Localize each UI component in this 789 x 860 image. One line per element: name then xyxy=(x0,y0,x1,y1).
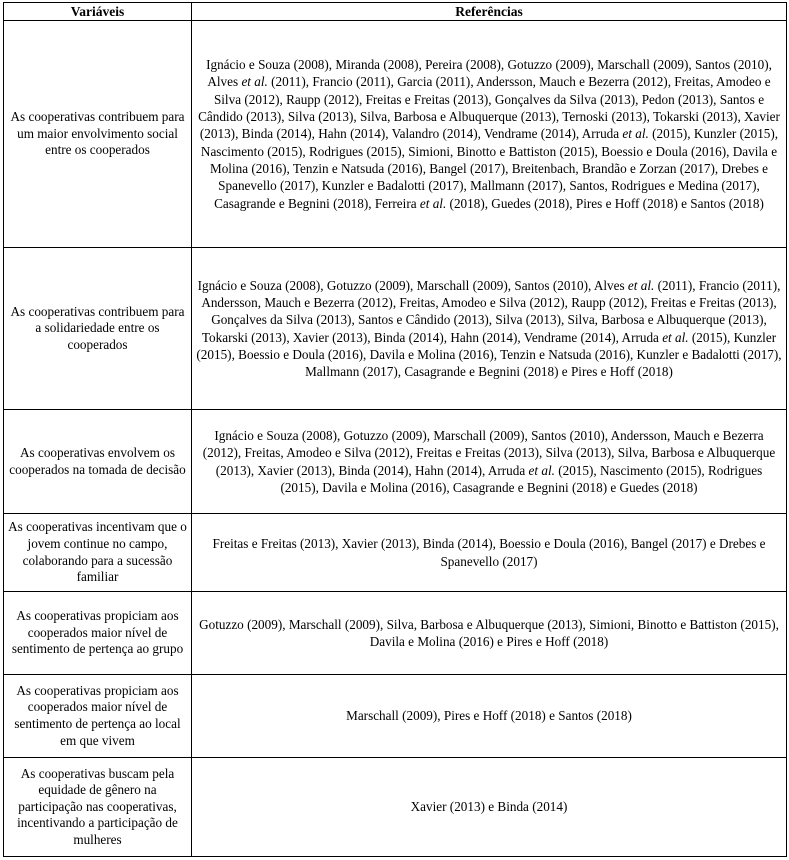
variable-cell: As cooperativas contribuem para um maior envolvimento social entre os cooperados xyxy=(4,21,192,248)
references-cell: Marschall (2009), Pires e Hoff (2018) e Santos (2018) xyxy=(192,675,787,758)
references-cell: Ignácio e Souza (2008), Miranda (2008), Pereira (2008), Gotuzzo (2009), Marschall (2009), Santos (2010), Alves et al. (2011), Francio (2011), Garcia (2011), Andersson, Mauch e Bezerra (2012), Freitas, Amodeo e Silva (2012), Raupp (2012), Freitas e Freitas (2013), Gonçalves da Silva (2013), Pedon (2013), Santos e Cândido (2013), Silva (2013), Silva, Barbosa e Albuquerque (2013), Ternoski (2013), Tokarski (2013), Xavier (2013), Binda (2014), Hahn (2014), Valandro (2014), Vendrame (2014), Arruda et al. (2015), Kunzler (2015), Nascimento (2015), Rodrigues (2015), Simioni, Binotto e Battiston (2015), Boessio e Doula (2016), Davila e Molina (2016), Tenzin e Natsuda (2016), Bangel (2017), Breitenbach, Brandão e Zorzan (2017), Drebes e Spanevello (2017), Kunzler e Badalotti (2017), Mallmann (2017), Santos, Rodrigues e Medina (2017), Casagrande e Begnini (2018), Ferreira et al. (2018), Guedes (2018), Pires e Hoff (2018) e Santos (2018) xyxy=(192,21,787,248)
et-al-italic: et al. xyxy=(241,74,268,90)
header-row xyxy=(4,3,787,21)
references-cell: Gotuzzo (2009), Marschall (2009), Silva, Barbosa e Albuquerque (2013), Simioni, Binotto e Battiston (2015), Davila e Molina (2016) e Pires e Hoff (2018) xyxy=(192,592,787,675)
table-row xyxy=(4,248,787,410)
table-row xyxy=(4,675,787,758)
references-cell: Ignácio e Souza (2008), Gotuzzo (2009), Marschall (2009), Santos (2010), Andersson, Mauch e Bezerra (2012), Freitas, Amodeo e Silva (2012), Freitas e Freitas (2013), Silva (2013), Silva, Barbosa e Albuquerque (2013), Xavier (2013), Binda (2014), Hahn (2014), Arruda et al. (2015), Nascimento (2015), Rodrigues (2015), Davila e Molina (2016), Casagrande e Begnini (2018) e Guedes (2018) xyxy=(192,410,787,514)
et-al-italic: et al. xyxy=(662,329,689,345)
header-variaveis: Variáveis xyxy=(4,3,192,21)
table-row xyxy=(4,410,787,514)
variable-cell: As cooperativas propiciam aos cooperados maior nível de sentimento de pertença ao grupo xyxy=(4,592,192,675)
variable-cell: As cooperativas envolvem os cooperados na tomada de decisão xyxy=(4,410,192,514)
references-cell: Xavier (2013) e Binda (2014) xyxy=(192,758,787,857)
references-cell: Freitas e Freitas (2013), Xavier (2013), Binda (2014), Boessio e Doula (2016), Bangel (2017) e Drebes e Spanevello (2017) xyxy=(192,514,787,592)
et-al-italic: et al. xyxy=(528,462,555,478)
variable-cell: As cooperativas incentivam que o jovem continue no campo, colaborando para a sucessão familiar xyxy=(4,514,192,592)
header-referencias: Referências xyxy=(192,3,787,21)
table-row xyxy=(4,758,787,857)
et-al-italic: et al. xyxy=(622,126,649,142)
references-table xyxy=(3,2,787,857)
et-al-italic: et al. xyxy=(419,195,447,211)
variable-cell: As cooperativas propiciam aos cooperados maior nível de sentimento de pertença ao local em que vivem xyxy=(4,675,192,758)
table-row xyxy=(4,514,787,592)
variable-cell: As cooperativas contribuem para a solidariedade entre os cooperados xyxy=(4,248,192,410)
table-row xyxy=(4,592,787,675)
variable-cell: As cooperativas buscam pela equidade de gênero na participação nas cooperativas, incentivando a participação de mulheres xyxy=(4,758,192,857)
et-al-italic: et al. xyxy=(627,277,655,293)
table-row xyxy=(4,21,787,248)
references-cell: Ignácio e Souza (2008), Gotuzzo (2009), Marschall (2009), Santos (2010), Alves et al. (2011), Francio (2011), Andersson, Mauch e Bezerra (2012), Freitas, Amodeo e Silva (2012), Raupp (2012), Freitas e Freitas (2013), Gonçalves da Silva (2013), Santos e Cândido (2013), Silva (2013), Silva, Barbosa e Albuquerque (2013), Tokarski (2013), Xavier (2013), Binda (2014), Hahn (2014), Vendrame (2014), Arruda et al. (2015), Kunzler (2015), Boessio e Doula (2016), Davila e Molina (2016), Tenzin e Natsuda (2016), Kunzler e Badalotti (2017), Mallmann (2017), Casagrande e Begnini (2018) e Pires e Hoff (2018) xyxy=(192,248,787,410)
